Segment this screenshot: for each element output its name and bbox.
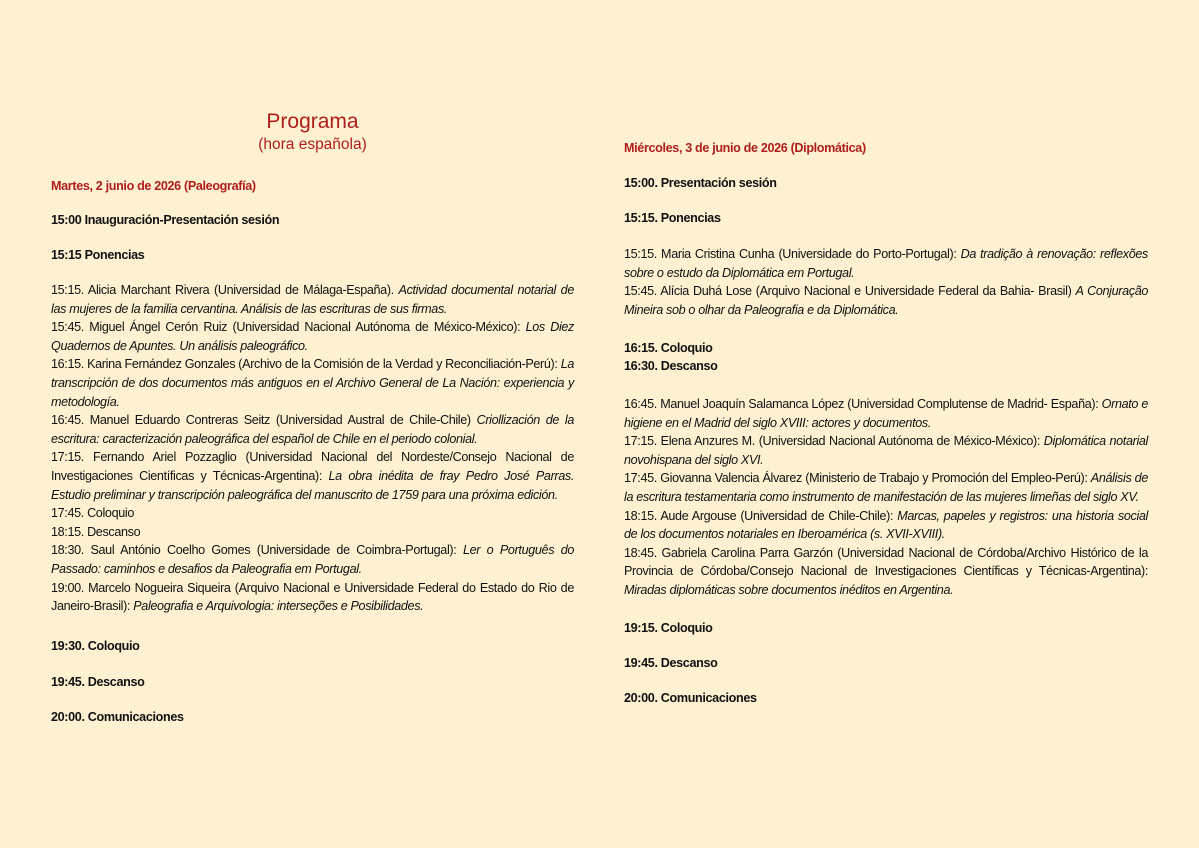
tuesday-communications: 20:00. Comunicaciones bbox=[51, 710, 184, 724]
talk-title: Ornato e higiene en el Madrid del siglo XVIII: actores y documentos. bbox=[624, 397, 1148, 430]
wednesday-colloquium-2: 19:15. Coloquio bbox=[624, 621, 713, 635]
wednesday-papers: 15:15. Ponencias bbox=[624, 211, 721, 225]
talk-title: Los Diez Quadernos de Apuntes. Un análisis paleográfico. bbox=[51, 320, 574, 353]
wednesday-opening: 15:00. Presentación sesión bbox=[624, 176, 777, 190]
talk-title: La transcripción de dos documentos más antiguos en el Archivo General de La Nación: experiencia y metodología. bbox=[51, 357, 574, 409]
talk-title: Paleografia e Arquivologia: interseções e Posibilidades. bbox=[133, 599, 424, 614]
talk-item: 17:15. Elena Anzures M. (Universidad Nacional Autónoma de México-México): Diplomática notarial novohispana del siglo XVI. bbox=[624, 434, 1148, 467]
program-subtitle: (hora española) bbox=[258, 136, 367, 153]
talk-item: 17:15. Fernando Ariel Pozzaglio (Universidad Nacional del Nordeste/Consejo Nacional de Investigaciones Científicas y Técnicas-Argentina): La obra inédita de fray Pedro José Parras. Estudio preliminar y transcripción paleográfica del manuscrito de 1759 para una próxima edición. bbox=[51, 450, 575, 502]
talk-title: Miradas diplomáticas sobre documentos inéditos en Argentina. bbox=[624, 582, 954, 597]
tuesday-break-1: 18:15. Descanso bbox=[51, 524, 141, 539]
tuesday-talks bbox=[51, 281, 574, 616]
talk-item: 15:45. Alícia Duhá Lose (Arquivo Nacional e Universidade Federal da Bahia- Brasil) A Conjuração Mineira sob o olhar da Paleografia e da Diplomática. bbox=[624, 284, 1149, 317]
talk-title: Análisis de la escritura testamentaria como instrumento de manifestación de las mujeres limeñas del siglo XV. bbox=[624, 471, 1148, 504]
tuesday-heading: Martes, 2 junio de 2026 (Paleografía) bbox=[51, 179, 256, 193]
wednesday-talks-2 bbox=[624, 395, 1148, 600]
program-title: Programa bbox=[266, 110, 359, 133]
wednesday-heading: Miércoles, 3 de junio de 2026 (Diplomática) bbox=[624, 141, 866, 155]
talk-item: 18:15. Aude Argouse (Universidad de Chile-Chile): Marcas, papeles y registros: una historia social de los documentos notariales en Iberoamérica (s. XVII-XVIII). bbox=[624, 508, 1148, 542]
tuesday-papers: 15:15 Ponencias bbox=[51, 248, 145, 262]
talk-title: La obra inédita de fray Pedro José Parras. Estudio preliminar y transcripción paleográfica del manuscrito de 1759 para una próxima edición. bbox=[51, 468, 575, 502]
tuesday-break-2: 19:45. Descanso bbox=[51, 675, 145, 689]
tuesday-colloquium-2: 19:30. Coloquio bbox=[51, 639, 140, 653]
talk-item: 16:15. Karina Fernández Gonzales (Archivo de la Comisión de la Verdad y Reconciliación-Perú): La transcripción de dos documentos más antiguos en el Archivo General de La Nación: experiencia y metodología. bbox=[51, 357, 574, 409]
wednesday-break-1: 16:30. Descanso bbox=[624, 359, 718, 373]
talk-item: 16:45. Manuel Joaquín Salamanca López (Universidad Complutense de Madrid- España): Ornato e higiene en el Madrid del siglo XVIII: actores y documentos. bbox=[624, 397, 1148, 430]
talk-item: 19:00. Marcelo Nogueira Siqueira (Arquivo Nacional e Universidade Federal do Estado do Rio de Janeiro-Brasil): Paleografia e Arquivologia: interseções e Posibilidades. bbox=[51, 580, 574, 614]
tuesday-opening: 15:00 Inauguración-Presentación sesión bbox=[51, 213, 280, 227]
talk-title: A Conjuração Mineira sob o olhar da Paleografia e da Diplomática. bbox=[624, 284, 1149, 317]
talk-item: 17:45. Giovanna Valencia Álvarez (Ministerio de Trabajo y Promoción del Empleo-Perú): Análisis de la escritura testamentaria como instrumento de manifestación de las mujeres limeñas del siglo XV. bbox=[624, 471, 1148, 504]
talk-title: Diplomática notarial novohispana del siglo XVI. bbox=[624, 434, 1148, 467]
program-header bbox=[51, 109, 574, 155]
talk-item: 16:45. Manuel Eduardo Contreras Seitz (Universidad Austral de Chile-Chile) Criollización de la escritura: caracterización paleográfica del español de Chile en el periodo colonial. bbox=[51, 413, 575, 446]
talk-title: Criollización de la escritura: caracterización paleográfica del español de Chile en el periodo colonial. bbox=[51, 413, 575, 446]
talk-title: Actividad documental notarial de las mujeres de la familia cervantina. Análisis de las escrituras de sus firmas. bbox=[51, 283, 574, 316]
talk-title: Marcas, papeles y registros: una historia social de los documentos notariales en Iberoamérica (s. XVII-XVIII). bbox=[624, 508, 1148, 542]
wednesday-communications: 20:00. Comunicaciones bbox=[624, 691, 757, 705]
tuesday-colloquium-1: 17:45. Coloquio bbox=[51, 506, 134, 521]
wednesday-colloquium-1: 16:15. Coloquio bbox=[624, 341, 713, 355]
talk-item: 18:30. Saul António Coelho Gomes (Universidade de Coimbra-Portugal): Ler o Português do Passado: caminhos e desafios da Paleografia em Portugal. bbox=[51, 543, 575, 576]
talk-title: Ler o Português do Passado: caminhos e desafios da Paleografia em Portugal. bbox=[51, 543, 575, 576]
wednesday-break-2: 19:45. Descanso bbox=[624, 656, 718, 670]
talk-item: 15:15. Alicia Marchant Rivera (Universidad de Málaga-España). Actividad documental notarial de las mujeres de la familia cervantina. Análisis de las escrituras de sus firmas. bbox=[51, 283, 574, 316]
talk-title: Da tradição à renovação: reflexões sobre o estudo da Diplomática em Portugal. bbox=[624, 247, 1148, 280]
talk-item: 15:15. Maria Cristina Cunha (Universidade do Porto-Portugal): Da tradição à renovação: reflexões sobre o estudo da Diplomática em Portugal. bbox=[624, 247, 1148, 280]
talk-item: 15:45. Miguel Ángel Cerón Ruiz (Universidad Nacional Autónoma de México-México): Los Diez Quadernos de Apuntes. Un análisis paleográfico. bbox=[51, 320, 574, 353]
wednesday-talks-1 bbox=[624, 245, 1148, 319]
talk-item: 18:45. Gabriela Carolina Parra Garzón (Universidad Nacional de Córdoba/Archivo Histórico de la Provincia de Córdoba/Consejo Nacional de Investigaciones Científicas y Técnicas-Argentina): Miradas diplomáticas sobre documentos inéditos en Argentina. bbox=[624, 545, 1148, 597]
